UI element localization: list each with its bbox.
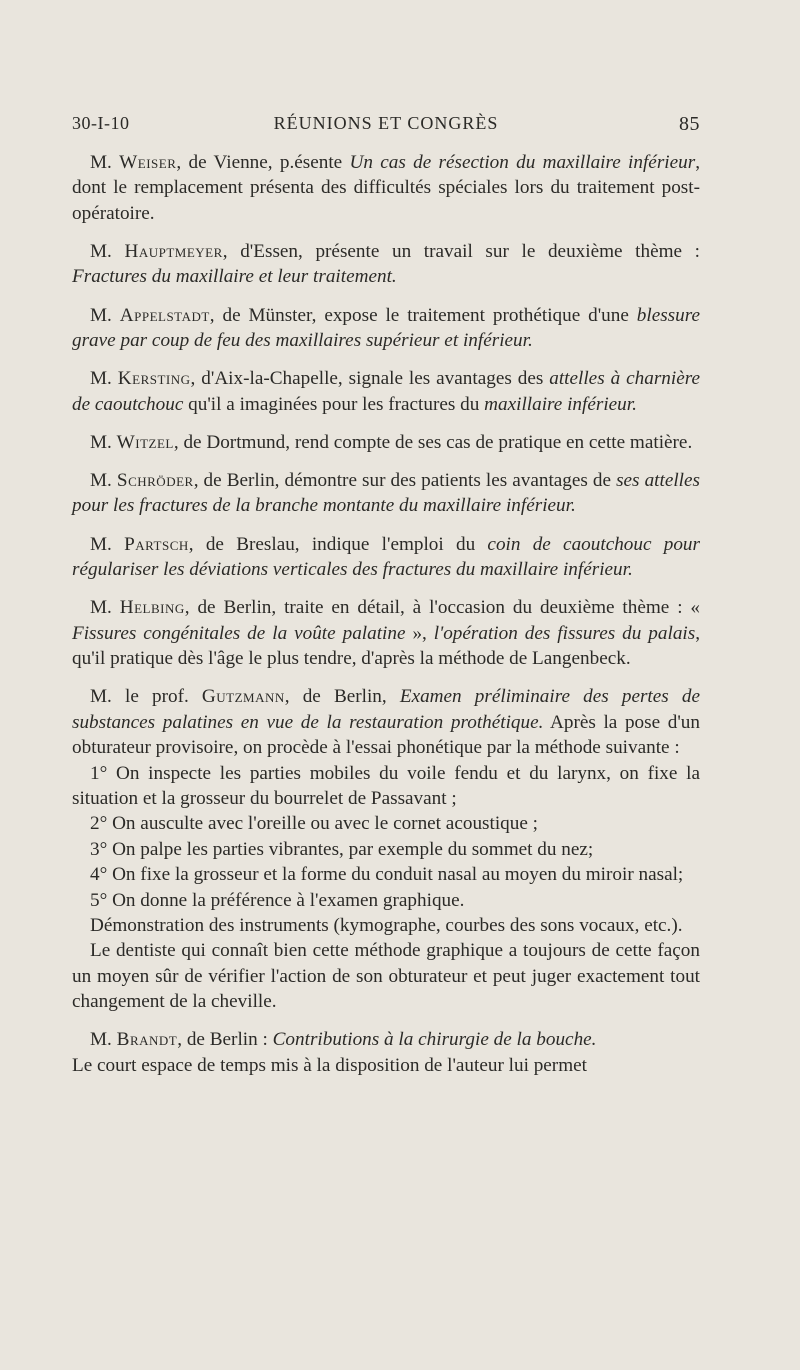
text-run: , dont le remplacement présenta des difficultés spéciales lors du traitement post-opératoire. — [72, 152, 700, 224]
paragraph — [72, 150, 700, 226]
author-name: Weiser — [119, 152, 177, 173]
title-italic: attelles à charnière de caoutchouc — [72, 368, 700, 415]
title-italic: blessure grave par coup de feu des maxillaires supérieur et inférieur. — [72, 304, 701, 352]
text-run: M. — [90, 304, 120, 326]
author-name: Gutzmann — [201, 686, 285, 708]
text-run: , de Berlin, traite en détail, à l'occasion du deuxième thème : « — [184, 597, 700, 619]
page-body — [72, 150, 700, 1078]
text-run: », — [405, 622, 434, 644]
text-run: , d'Aix-la-Chapelle, signale les avantages des — [190, 368, 550, 390]
text-run: , de Münster, expose le traitement prothétique d'une — [209, 304, 637, 326]
text-run: , de Breslau, indique l'emploi du — [188, 533, 488, 555]
text-run: M. — [90, 152, 120, 173]
text-run: , de Dortmund, rend compte de ses cas de pratique en cette matière. — [173, 431, 693, 453]
paragraph — [72, 468, 700, 519]
author-name: Hauptmeyer — [124, 241, 223, 263]
author-name: Brandt — [116, 1029, 178, 1051]
text-run: M. — [90, 597, 120, 619]
header-title: RÉUNIONS ET CONGRÈS — [273, 113, 499, 133]
title-italic: Contributions à la chirurgie de la bouche. — [272, 1029, 597, 1051]
title-italic: coin de caoutchouc pour régulariser les déviations verticales des fractures du maxillaire inférieur. — [72, 533, 700, 581]
author-name: Kersting — [117, 368, 191, 390]
text-run: 1° On inspecte les parties mobiles du voile fendu et du larynx, on fixe la situation et la grosseur du bourrelet de Passavant ; — [72, 762, 700, 809]
paragraph — [72, 938, 700, 1014]
text-run: M. — [90, 368, 118, 390]
text-run: Après la pose d'un obturateur provisoire, on procède à l'essai phonétique par la méthode suivante : — [72, 711, 700, 759]
title-italic: Fissures congénitales de la voûte palatine — [72, 622, 406, 644]
paragraph — [72, 430, 700, 455]
paragraph — [72, 684, 700, 760]
paragraph — [72, 532, 700, 583]
title-italic: Examen préliminaire des pertes de substances palatines en vue de la restauration prothétique. — [72, 686, 700, 733]
text-run: 4° On fixe la grosseur et la forme du conduit nasal au moyen du miroir nasal; — [90, 864, 684, 886]
text-run: , de Berlin, — [284, 686, 400, 708]
text-run: , de Berlin, démontre sur des patients les avantages de — [193, 470, 617, 492]
text-run: , de Berlin : — [177, 1029, 273, 1051]
title-italic: Un cas de résection du maxillaire inférieur — [349, 152, 696, 173]
paragraph — [72, 862, 700, 887]
text-run: Démonstration des instruments (kymographe, courbes des sons vocaux, etc.). — [90, 914, 683, 936]
paragraph — [72, 1053, 700, 1078]
text-run: M. — [90, 470, 117, 492]
author-name: Helbing — [119, 597, 185, 619]
paragraph — [72, 303, 700, 354]
title-italic: l'opération des fissures du palais — [433, 622, 696, 644]
paragraph — [72, 761, 700, 812]
text-run: , qu'il pratique dès l'âge le plus tendre, d'après la méthode de Langenbeck. — [72, 622, 701, 670]
text-run: Le court espace de temps mis à la disposition de l'auteur lui permet — [72, 1054, 587, 1076]
text-run: M. le prof. — [90, 686, 202, 708]
header-date: 30-I-10 — [72, 113, 130, 133]
title-italic: ses attelles pour les fractures de la branche montante du maxillaire inférieur. — [72, 470, 700, 517]
text-run: 5° On donne la préférence à l'examen graphique. — [90, 889, 465, 911]
text-run: , de Vienne, p.ésente — [176, 152, 350, 173]
paragraph — [72, 888, 700, 913]
text-run: qu'il a imaginées pour les fractures du — [183, 393, 485, 415]
author-name: Schröder — [116, 470, 194, 492]
text-run: Le dentiste qui connaît bien cette méthode graphique a toujours de cette façon un moyen sûr de vérifier l'action de son obturateur et peut juger exactement tout changement de la cheville. — [72, 940, 700, 1013]
text-run: 3° On palpe les parties vibrantes, par exemple du sommet du nez; — [90, 838, 594, 860]
title-italic: Fractures du maxillaire et leur traitement. — [72, 266, 397, 288]
author-name: Witzel — [116, 431, 174, 453]
paragraph — [72, 837, 700, 862]
paragraph — [72, 1027, 700, 1052]
text-run: M. — [90, 241, 125, 263]
text-run: 2° On ausculte avec l'oreille ou avec le cornet acoustique ; — [90, 813, 538, 835]
author-name: Partsch — [124, 533, 189, 555]
paragraph — [72, 595, 700, 671]
text-run: M. — [90, 1029, 117, 1051]
paragraph — [72, 811, 700, 836]
author-name: Appelstadt — [119, 304, 210, 326]
paragraph — [72, 239, 700, 290]
paragraph — [72, 366, 700, 417]
title-italic: maxillaire inférieur. — [484, 393, 637, 415]
text-run: M. — [90, 533, 125, 555]
page-number: 85 — [679, 113, 700, 135]
paragraph — [72, 913, 700, 938]
text-run: , d'Essen, présente un travail sur le deuxième thème : — [222, 241, 700, 263]
text-run: M. — [90, 431, 117, 453]
running-header — [72, 113, 700, 143]
